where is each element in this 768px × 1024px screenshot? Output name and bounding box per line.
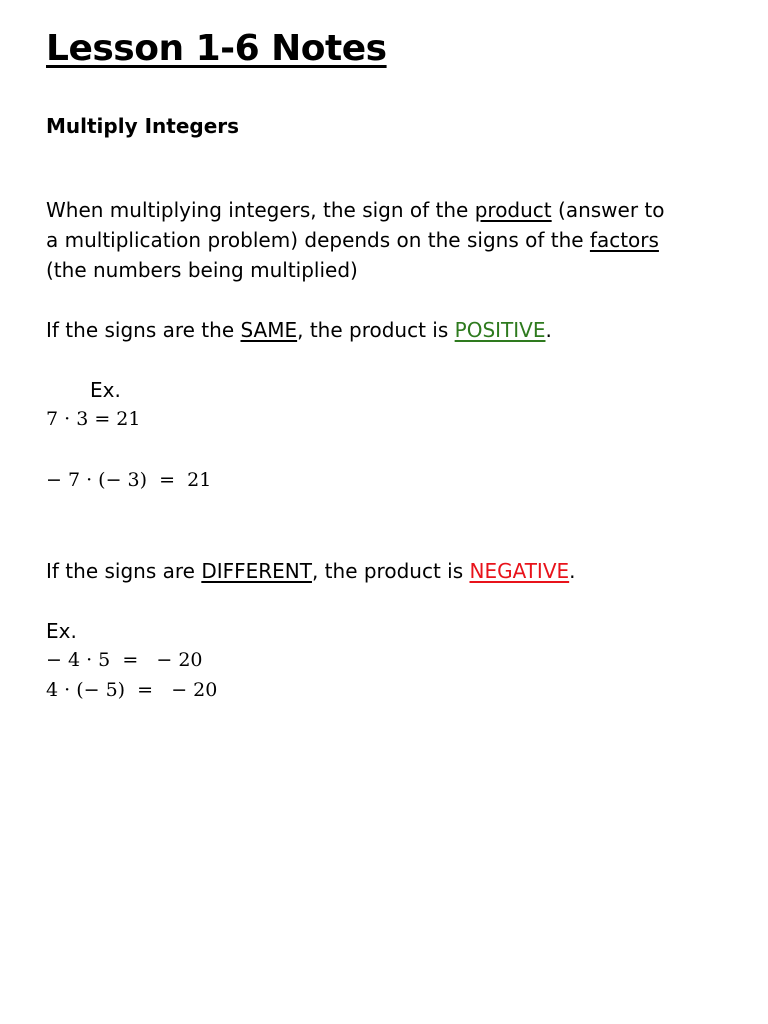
intro-paragraph	[46, 195, 665, 285]
section-heading: Multiply Integers	[46, 114, 240, 138]
intro-line-1: When multiplying integers, the sign of the product (answer to	[46, 198, 665, 222]
positive-keyword: POSITIVE	[454, 318, 546, 342]
different-sign-rule: If the signs are DIFFERENT, the product is NEGATIVE.	[46, 559, 576, 583]
negative-keyword: NEGATIVE	[469, 559, 570, 583]
product-term: product	[474, 198, 552, 222]
different-example-equation-1: − 4 · 5 = − 20	[46, 649, 203, 671]
same-sign-rule: If the signs are the SAME, the product is POSITIVE.	[46, 318, 552, 342]
different-example-label: Ex.	[46, 619, 77, 643]
page-title: Lesson 1-6 Notes	[46, 28, 387, 69]
intro-line-2: a multiplication problem) depends on the signs of the factors	[46, 228, 659, 252]
factors-term: factors	[589, 228, 659, 252]
same-keyword: SAME	[240, 318, 298, 342]
same-example-equation-1: 7 · 3 = 21	[46, 408, 141, 430]
same-example-label: Ex.	[90, 378, 121, 402]
same-example-equation-2: − 7 · (− 3) = 21	[46, 469, 212, 491]
different-keyword: DIFFERENT	[201, 559, 312, 583]
intro-line-3: (the numbers being multiplied)	[46, 258, 358, 282]
different-example-equation-2: 4 · (− 5) = − 20	[46, 679, 218, 701]
